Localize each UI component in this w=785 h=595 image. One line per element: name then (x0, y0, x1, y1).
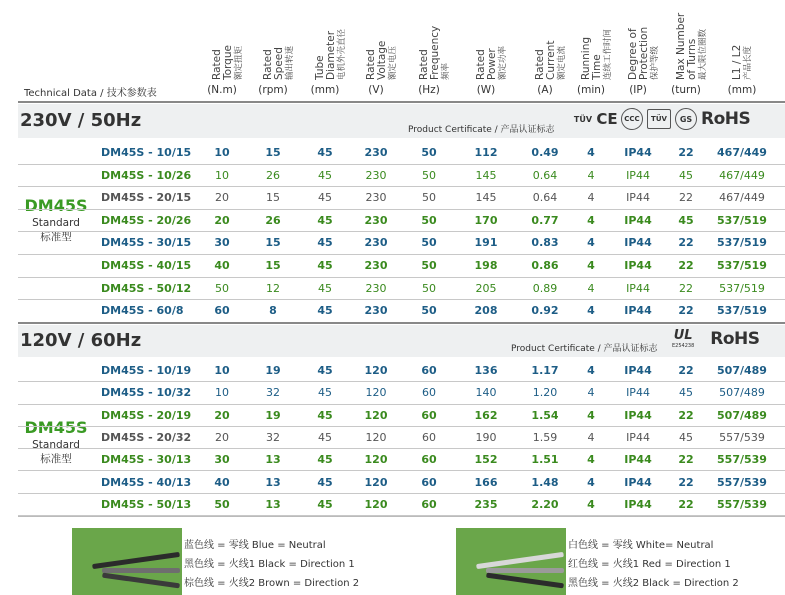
cell-power: 136 (474, 364, 498, 377)
cell-diameter: 45 (318, 168, 332, 182)
column-header-current: Rated Current 额定电流 (534, 40, 567, 80)
ul-logo-icon: UL (673, 328, 693, 343)
ul-code: E254238 (672, 343, 695, 349)
cell-protection: IP44 (626, 281, 650, 295)
cell-length: 557/539 (719, 430, 765, 444)
bottom-divider (18, 516, 785, 517)
cell-turns: 22 (678, 304, 694, 318)
cell-turns: 22 (678, 364, 694, 377)
rohs-logo-icon: RoHS (701, 109, 751, 129)
cell-speed: 26 (266, 168, 280, 182)
cell-protection: IP44 (626, 168, 650, 182)
cell-speed: 8 (269, 304, 277, 318)
column-header-voltage: Rated Voltage 额定电压 (365, 40, 398, 80)
cell-current: 1.20 (532, 386, 558, 400)
section-divider (18, 322, 785, 324)
cell-voltage: 230 (364, 236, 388, 250)
cell-diameter: 45 (317, 259, 333, 272)
cell-power: 152 (474, 453, 498, 467)
cell-protection: IP44 (626, 430, 650, 444)
legend-line: 蓝色线 = 零线 Blue = Neutral (184, 540, 326, 551)
model-cell: DM45S - 10/26 (101, 168, 192, 182)
cell-torque: 10 (215, 386, 229, 400)
cell-time: 4 (587, 191, 595, 205)
cell-length: 557/539 (717, 497, 767, 511)
cell-power: 235 (474, 497, 498, 511)
legend-line: 白色线 = 零线 White= Neutral (568, 540, 714, 551)
legend-line: 红色线 = 火线1 Red = Direction 1 (568, 559, 731, 570)
cell-turns: 45 (679, 168, 693, 182)
cell-length: 467/449 (717, 146, 767, 159)
cell-length: 537/519 (719, 281, 765, 295)
cell-diameter: 45 (317, 497, 333, 511)
cell-time: 4 (587, 259, 595, 272)
cell-frequency: 60 (421, 453, 437, 467)
cell-diameter: 45 (318, 281, 332, 295)
legend-right (568, 536, 739, 593)
cell-protection: IP44 (624, 453, 652, 467)
series-standard: Standard (32, 439, 80, 451)
cell-torque: 40 (214, 259, 230, 272)
cell-speed: 13 (265, 475, 281, 489)
cell-protection: IP44 (624, 259, 652, 272)
tuv-triangle-icon: TÜV (573, 114, 593, 124)
cell-diameter: 45 (318, 386, 332, 400)
model-cell: DM45S - 40/15 (101, 259, 192, 272)
cell-speed: 15 (265, 236, 281, 250)
cell-current: 0.64 (532, 168, 558, 182)
cell-voltage: 120 (364, 364, 388, 377)
cell-torque: 30 (214, 236, 230, 250)
cell-time: 4 (587, 475, 595, 489)
cell-torque: 10 (214, 146, 230, 159)
cell-time: 4 (587, 430, 595, 444)
cell-length: 537/519 (717, 304, 767, 318)
cell-power: 191 (474, 236, 498, 250)
cell-length: 467/449 (719, 168, 765, 182)
column-unit-protection: (IP) (629, 84, 647, 96)
cell-protection: IP44 (626, 386, 650, 400)
cell-turns: 22 (678, 475, 694, 489)
cell-speed: 15 (265, 146, 281, 159)
table-row (18, 210, 785, 233)
cert-icons-120v (672, 328, 760, 349)
model-cell: DM45S - 50/13 (101, 497, 192, 511)
rohs-logo-icon: RoHS (710, 328, 760, 349)
cell-voltage: 230 (364, 146, 388, 159)
cell-length: 557/539 (717, 475, 767, 489)
cell-speed: 19 (265, 364, 281, 377)
cell-diameter: 45 (317, 475, 333, 489)
column-header-turns: Max Number of Turns 最大限位圈数 (675, 12, 708, 80)
cell-current: 1.59 (532, 430, 558, 444)
model-cell: DM45S - 20/19 (101, 408, 192, 422)
cell-time: 4 (587, 408, 595, 422)
cell-diameter: 45 (317, 236, 333, 250)
cell-voltage: 120 (364, 408, 388, 422)
column-unit-frequency: (Hz) (418, 84, 440, 96)
table-row (18, 382, 785, 404)
column-unit-current: (A) (537, 84, 553, 96)
cell-frequency: 60 (421, 497, 437, 511)
table-row (18, 165, 785, 188)
cell-current: 1.17 (531, 364, 559, 377)
cell-diameter: 45 (317, 304, 333, 318)
cell-torque: 50 (214, 497, 230, 511)
table-row (18, 427, 785, 449)
cell-torque: 10 (215, 168, 229, 182)
column-header-torque: Rated Torque 额定扭矩 (211, 45, 244, 80)
table-row (18, 360, 785, 382)
cell-turns: 45 (679, 430, 693, 444)
column-unit-length: (mm) (727, 84, 757, 96)
cell-power: 140 (475, 386, 497, 400)
cell-current: 0.64 (532, 191, 558, 205)
model-cell: DM45S - 20/26 (101, 213, 192, 227)
cell-turns: 22 (679, 281, 693, 295)
table-row (18, 232, 785, 255)
cell-length: 507/489 (719, 386, 765, 400)
column-unit-power: (W) (476, 84, 496, 96)
cell-frequency: 60 (422, 430, 436, 444)
ce-mark-icon: CE (596, 110, 618, 128)
model-cell: DM45S - 30/13 (101, 453, 192, 467)
header-divider (18, 101, 785, 103)
column-header-time: Running Time 连续工作时间 (580, 28, 613, 80)
cell-diameter: 45 (318, 430, 332, 444)
cell-turns: 45 (678, 213, 694, 227)
cell-length: 537/519 (717, 213, 767, 227)
cell-speed: 15 (265, 259, 281, 272)
cell-frequency: 60 (422, 386, 436, 400)
cell-turns: 45 (679, 386, 693, 400)
series-standard: Standard (32, 217, 80, 229)
cell-power: 162 (474, 408, 498, 422)
column-header-frequency: Rated Frequency 频率 (418, 25, 451, 80)
legend-line: 黑色线 = 火线1 Black = Direction 1 (184, 559, 355, 570)
cell-diameter: 45 (317, 408, 333, 422)
table-row (18, 449, 785, 471)
cell-power: 166 (474, 475, 498, 489)
model-cell: DM45S - 40/13 (101, 475, 192, 489)
cell-time: 4 (587, 453, 595, 467)
section-title-230v: 230V / 50Hz (20, 110, 142, 131)
cell-voltage: 120 (365, 386, 387, 400)
cell-time: 4 (587, 497, 595, 511)
cell-speed: 15 (266, 191, 280, 205)
cell-current: 1.54 (531, 408, 559, 422)
model-cell: DM45S - 20/15 (101, 191, 192, 205)
cell-frequency: 60 (421, 408, 437, 422)
cell-voltage: 120 (364, 453, 388, 467)
cell-length: 507/489 (717, 364, 767, 377)
cell-power: 112 (474, 146, 498, 159)
cell-torque: 60 (214, 304, 230, 318)
cell-current: 0.83 (531, 236, 559, 250)
cell-voltage: 230 (365, 191, 387, 205)
cell-torque: 20 (214, 213, 230, 227)
cell-time: 4 (587, 386, 595, 400)
model-cell: DM45S - 30/15 (101, 236, 192, 250)
table-row (18, 187, 785, 210)
cell-diameter: 45 (317, 453, 333, 467)
tech-data-label: Technical Data / 技术参数表 (24, 88, 157, 99)
cell-power: 190 (475, 430, 497, 444)
table-row (18, 300, 785, 323)
cell-voltage: 230 (364, 304, 388, 318)
table-row (18, 278, 785, 301)
cell-current: 1.51 (531, 453, 559, 467)
cell-frequency: 50 (421, 304, 437, 318)
cert-icons-230v (573, 108, 750, 130)
cell-current: 0.86 (531, 259, 559, 272)
cell-time: 4 (587, 213, 595, 227)
cell-time: 4 (587, 236, 595, 250)
cell-protection: IP44 (624, 213, 652, 227)
model-cell: DM45S - 20/32 (101, 430, 192, 444)
cell-current: 0.92 (531, 304, 559, 318)
cell-voltage: 230 (364, 213, 388, 227)
cell-torque: 10 (214, 364, 230, 377)
cell-torque: 20 (215, 191, 229, 205)
cell-time: 4 (587, 304, 595, 318)
column-header-length: L1 / L2 产品长度 (731, 44, 753, 80)
cell-protection: IP44 (624, 304, 652, 318)
model-cell: DM45S - 50/12 (101, 281, 192, 295)
cell-protection: IP44 (624, 236, 652, 250)
cert-label-230v: Product Certificate / 产品认证标志 (408, 125, 555, 135)
gs-mark-icon: GS (675, 108, 697, 130)
cell-length: 537/519 (717, 259, 767, 272)
cell-speed: 12 (266, 281, 280, 295)
cell-time: 4 (587, 281, 595, 295)
series-name: DM45S (24, 418, 88, 437)
cell-frequency: 50 (422, 191, 436, 205)
table-row (18, 142, 785, 165)
section-title-120v: 120V / 60Hz (20, 330, 142, 351)
cell-length: 467/449 (719, 191, 765, 205)
cell-frequency: 50 (421, 213, 437, 227)
cell-current: 2.20 (531, 497, 559, 511)
cell-voltage: 120 (365, 430, 387, 444)
cell-protection: IP44 (624, 408, 652, 422)
cell-protection: IP44 (626, 191, 650, 205)
cell-power: 208 (474, 304, 498, 318)
cell-current: 0.77 (531, 213, 559, 227)
cell-speed: 32 (266, 430, 280, 444)
cell-frequency: 50 (421, 236, 437, 250)
cable-right-icon (456, 528, 566, 595)
table-row (18, 255, 785, 278)
cell-turns: 22 (678, 259, 694, 272)
cell-power: 145 (475, 191, 497, 205)
cell-protection: IP44 (624, 364, 652, 377)
cell-voltage: 230 (365, 168, 387, 182)
model-cell: DM45S - 10/32 (101, 386, 192, 400)
cell-power: 170 (474, 213, 498, 227)
table-row (18, 494, 785, 516)
legend-line: 棕色线 = 火线2 Brown = Direction 2 (184, 578, 360, 589)
column-header-power: Rated Power 额定功率 (475, 45, 508, 80)
column-unit-voltage: (V) (368, 84, 384, 96)
series-cn: 标准型 (40, 453, 72, 465)
cell-current: 1.48 (531, 475, 559, 489)
cell-torque: 30 (214, 453, 230, 467)
cell-diameter: 45 (317, 364, 333, 377)
cell-current: 0.89 (532, 281, 558, 295)
cell-protection: IP44 (624, 146, 652, 159)
cell-turns: 22 (679, 191, 693, 205)
series-name: DM45S (24, 196, 88, 215)
cell-length: 537/519 (717, 236, 767, 250)
cell-voltage: 120 (364, 497, 388, 511)
column-unit-diameter: (mm) (310, 84, 340, 96)
cell-voltage: 230 (364, 259, 388, 272)
cell-frequency: 50 (422, 281, 436, 295)
cell-frequency: 60 (421, 475, 437, 489)
cell-speed: 32 (266, 386, 280, 400)
column-unit-turns: (turn) (671, 84, 701, 96)
cell-time: 4 (587, 168, 595, 182)
cell-frequency: 60 (421, 364, 437, 377)
cell-voltage: 230 (365, 281, 387, 295)
column-header-diameter: Tube Diameter 电机外壳直径 (314, 28, 347, 80)
cell-length: 557/539 (717, 453, 767, 467)
cell-frequency: 50 (421, 259, 437, 272)
cell-protection: IP44 (624, 475, 652, 489)
cell-power: 145 (475, 168, 497, 182)
model-cell: DM45S - 60/8 (101, 304, 184, 318)
legend-left (184, 536, 359, 593)
column-header-speed: Rated Speed 输出转速 (262, 45, 295, 80)
cell-turns: 22 (678, 236, 694, 250)
series-cn: 标准型 (40, 231, 72, 243)
cell-power: 198 (474, 259, 498, 272)
column-unit-time: (min) (577, 84, 605, 96)
cell-speed: 26 (265, 213, 281, 227)
cable-left-icon (72, 528, 182, 595)
cell-speed: 13 (265, 453, 281, 467)
cell-protection: IP44 (624, 497, 652, 511)
column-header-protection: Degree of Protection 保护等级 (627, 26, 660, 80)
cell-frequency: 50 (422, 168, 436, 182)
cell-frequency: 50 (421, 146, 437, 159)
cell-diameter: 45 (317, 213, 333, 227)
cell-turns: 22 (678, 408, 694, 422)
cell-turns: 22 (678, 146, 694, 159)
ccc-mark-icon: CCC (621, 108, 643, 130)
cell-power: 205 (475, 281, 497, 295)
table-row (18, 472, 785, 494)
cell-diameter: 45 (317, 146, 333, 159)
cell-torque: 40 (214, 475, 230, 489)
ul-mark (672, 328, 694, 349)
cell-speed: 19 (265, 408, 281, 422)
cell-current: 0.49 (531, 146, 559, 159)
model-cell: DM45S - 10/15 (101, 146, 192, 159)
cell-voltage: 120 (364, 475, 388, 489)
cell-torque: 20 (215, 430, 229, 444)
column-unit-speed: (rpm) (258, 84, 288, 96)
cert-label-120v: Product Certificate / 产品认证标志 (511, 344, 658, 354)
legend-line: 黑色线 = 火线2 Black = Direction 2 (568, 578, 739, 589)
cell-length: 507/489 (717, 408, 767, 422)
model-cell: DM45S - 10/19 (101, 364, 192, 377)
tuv-square-icon: TÜV (647, 109, 671, 129)
cell-speed: 13 (265, 497, 281, 511)
cell-turns: 22 (678, 497, 694, 511)
cell-torque: 20 (214, 408, 230, 422)
cell-diameter: 45 (318, 191, 332, 205)
cell-time: 4 (587, 146, 595, 159)
table-header (0, 0, 785, 100)
cell-torque: 50 (215, 281, 229, 295)
table-row (18, 405, 785, 427)
cell-time: 4 (587, 364, 595, 377)
column-unit-torque: (N.m) (207, 84, 237, 96)
cell-turns: 22 (678, 453, 694, 467)
